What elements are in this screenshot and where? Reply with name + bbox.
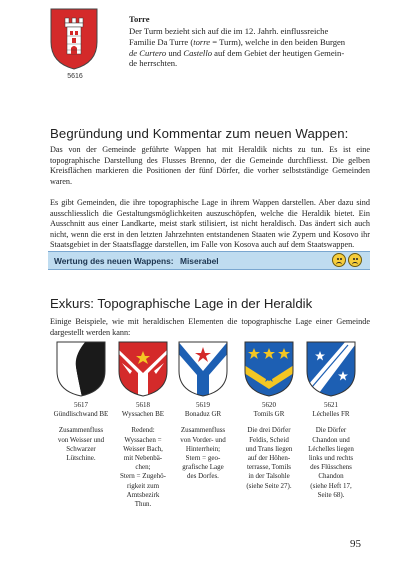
torre-number: 5616 bbox=[67, 73, 83, 80]
example-caption-lechelles bbox=[298, 401, 364, 500]
page-number: 95 bbox=[350, 538, 361, 550]
lechelles-coat-of-arms bbox=[306, 341, 356, 397]
sad-face-icon bbox=[332, 253, 346, 267]
example-number: 5620 bbox=[262, 401, 276, 409]
torre-line-2: Familie Da Turre (torre = Turm), welche in den beiden Burgen bbox=[129, 36, 346, 47]
example-name: Bonaduz GR bbox=[184, 410, 222, 419]
rating-label: Wertung des neuen Wappens: bbox=[54, 255, 174, 266]
torre-title: Torre bbox=[129, 14, 150, 24]
example-description: Die drei Dörfer Feldis, Scheid und Trans liegen auf der Höhen- terrasse, Tomils in der Talsohle (siehe Seite 27). bbox=[245, 426, 293, 490]
example-number: 5618 bbox=[136, 401, 150, 409]
example-name: Tomils GR bbox=[253, 410, 285, 419]
wyssachen-coat-of-arms bbox=[118, 341, 168, 397]
rating-bar bbox=[48, 251, 370, 270]
example-description: Zusammenfluss von Vorder- und Hinterrhein; Stern = geo- grafische Lage des Dorfes. bbox=[180, 426, 226, 481]
example-caption-gundlischwand bbox=[48, 401, 114, 463]
bonaduz-coat-of-arms bbox=[178, 341, 228, 397]
rating-value: Miserabel bbox=[180, 255, 219, 266]
gundlischwand-coat-of-arms bbox=[56, 341, 106, 397]
example-number: 5617 bbox=[74, 401, 88, 409]
commentary-paragraph-2: Es gibt Gemeinden, die ihre topographische Lage in ihrem Wappen darstellen. Aber dazu sind ausschliesslich die Gestaltungsmöglichkeiten auszuschöpfen, welche die Heraldik bietet. Ein Ausschnitt aus einer Landkarte, meist stark stilisiert, ist nicht heraldisch. Das ändert sich auch nicht, wenn die erst in den letzten Jahrzehnten entstandenen Staaten wie Zypern und Kosovo ihr Staatsgebiet in der Staatsflagge darstellen, im Falle von Kosova auch auf dem Staatswappen. bbox=[50, 198, 370, 250]
section-title: Begründung und Kommentar zum neuen Wappen: bbox=[50, 126, 349, 141]
exkurs-intro: Einige Beispiele, wie mit heraldischen Elementen die topographische Lage einer Gemeinde dargestellt werden kann: bbox=[50, 317, 370, 337]
exkurs-title: Exkurs: Topographische Lage in der Heraldik bbox=[50, 296, 313, 311]
example-name: Léchelles FR bbox=[312, 410, 350, 419]
example-description: Die Dörfer Chandon und Léchelles liegen links und rechts des Flüsschens Chandon (siehe Heft 17, Seite 68). bbox=[308, 426, 354, 499]
tomils-coat-of-arms bbox=[244, 341, 294, 397]
torre-coat-of-arms bbox=[50, 8, 98, 70]
example-name: Gündlischwand BE bbox=[53, 410, 109, 419]
torre-line-4: de herrschten. bbox=[129, 58, 178, 69]
torre-line-3: de Curtero und Castello auf dem Gebiet der heutigen Gemein- bbox=[129, 47, 345, 58]
example-number: 5621 bbox=[324, 401, 338, 409]
example-description: Redend: Wyssachen = Weisser Bach, mit Nebenbä- chen; Stern = Zugehö- rigkeit zum Amtsbezirk Thun. bbox=[120, 426, 166, 509]
example-name: Wyssachen BE bbox=[121, 410, 165, 419]
example-description: Zusammenfluss von Weisser und Schwarzer Lütschine. bbox=[57, 426, 105, 463]
sad-face-icon bbox=[348, 253, 362, 267]
example-number: 5619 bbox=[196, 401, 210, 409]
torre-description bbox=[129, 26, 369, 69]
example-caption-bonaduz bbox=[170, 401, 236, 482]
example-caption-wyssachen bbox=[110, 401, 176, 509]
example-caption-tomils bbox=[236, 401, 302, 491]
commentary-paragraph-1: Das von der Gemeinde geführte Wappen hat mit Heraldik nichts zu tun. Es ist eine topographische Darstellung des Flusses Brenno, der die Gemeinde durchfliesst. Die gelben Kreisflächen markieren die Positionen der fünf Dörfer, die vorher selbstständige Gemeinden waren. bbox=[50, 145, 370, 186]
torre-line-1: Der Turm bezieht sich auf die im 12. Jahrh. einflussreiche bbox=[129, 26, 329, 36]
